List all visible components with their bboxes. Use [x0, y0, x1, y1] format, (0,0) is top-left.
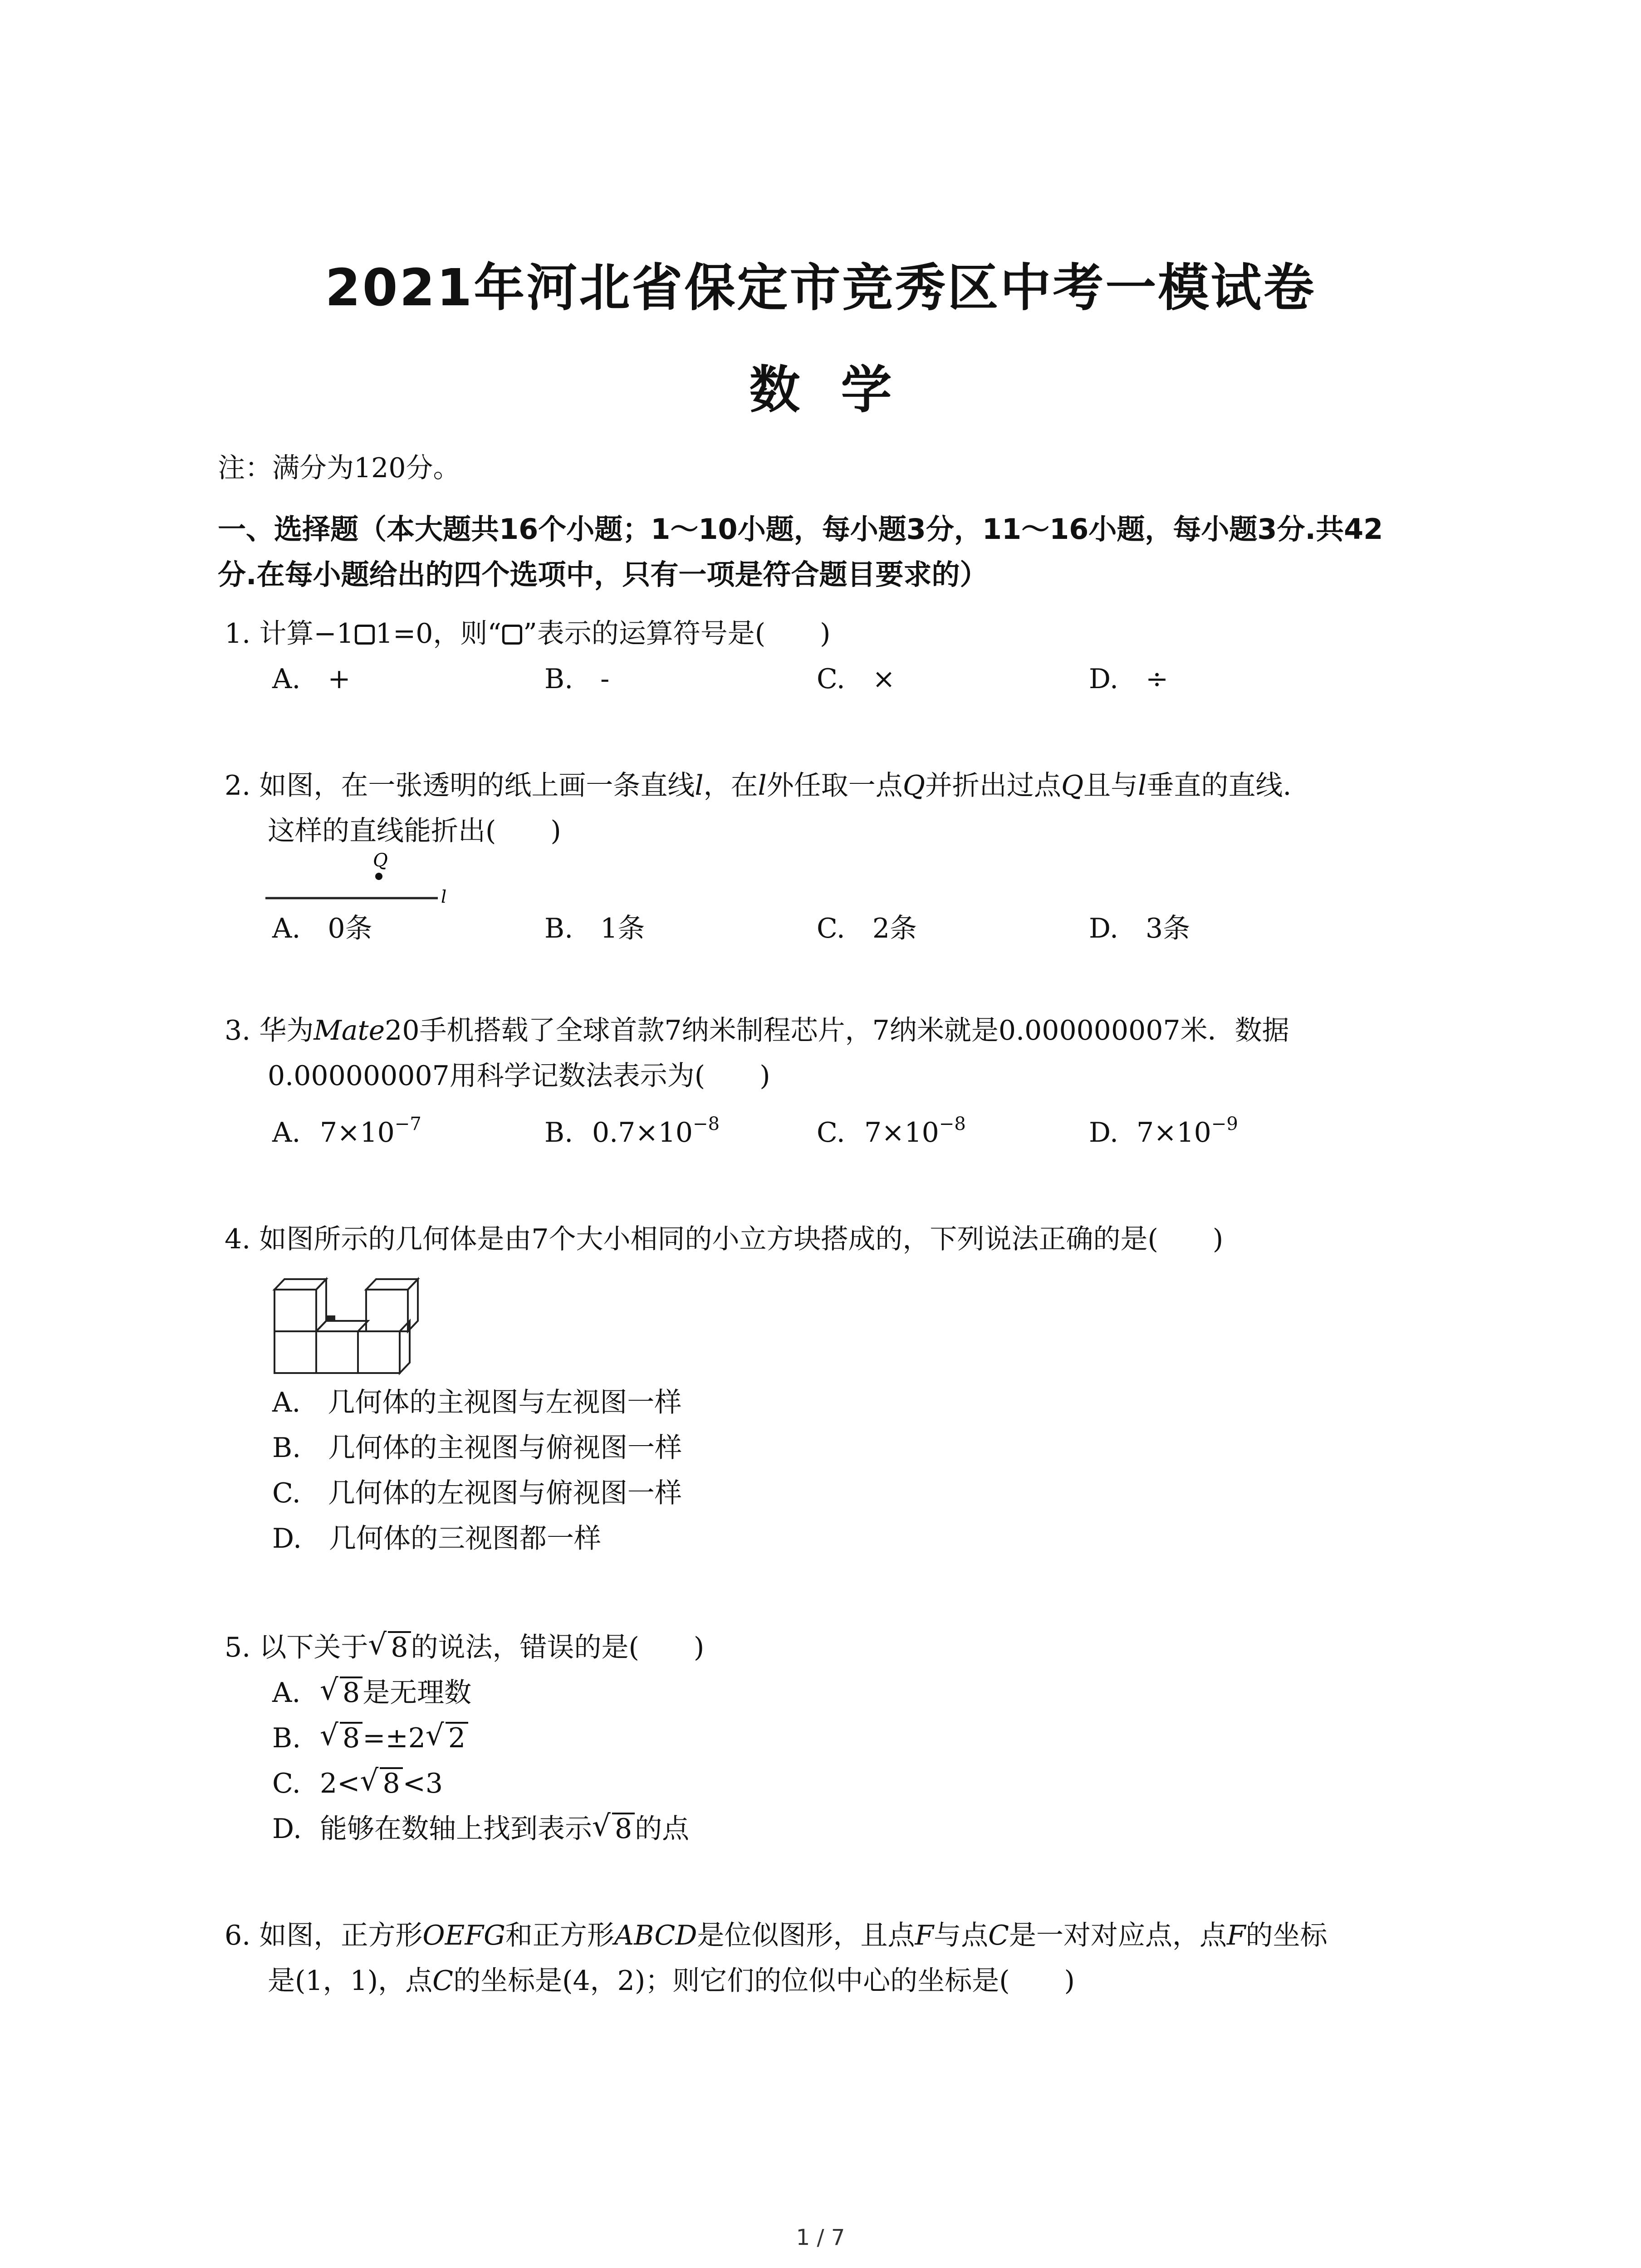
exam-title: 2021年河北省保定市竞秀区中考一模试卷 — [325, 259, 1316, 318]
q1-option-b[interactable]: B. - — [544, 663, 610, 695]
q3-option-d[interactable]: D. $7\times 10^{-9}$ — [1089, 1114, 1238, 1149]
q5-option-a[interactable]: A.√ 8 是无理数 — [272, 1674, 471, 1712]
blank-box — [502, 625, 522, 645]
q3-option-b[interactable]: B. $0.7\times 10^{-8}$ — [544, 1114, 720, 1149]
question-3-line1: 3. 华为Mate20手机搭载了全球首款7纳米制程芯片，7纳米就是0.000000007米．数据 — [225, 1015, 1289, 1046]
sqrt-symbol: √ 8 — [368, 1628, 411, 1667]
subject-title: 数学 — [749, 361, 933, 420]
question-1: 1. 计算−1 1=0，则“ ”表示的运算符号是( ) — [225, 618, 831, 650]
q2-option-b[interactable]: B. 1条 — [544, 913, 645, 944]
question-4: 4. 如图所示的几何体是由7个大小相同的小立方块搭成的，下列说法正确的是( ) — [225, 1223, 1224, 1255]
q2-figure — [263, 848, 463, 907]
point-q-label: Q — [373, 850, 388, 871]
blank-box — [355, 625, 375, 645]
q4-option-a[interactable]: A. 几何体的主视图与左视图一样 — [272, 1387, 682, 1418]
question-2-line1: 2. 如图，在一张透明的纸上画一条直线l，在l外任取一点Q并折出过点Q且与l垂直的直线. — [225, 770, 1292, 802]
q5-option-b[interactable]: B.√ 8 =±2√ 2 — [272, 1719, 468, 1757]
q1-option-a[interactable]: A. + — [272, 663, 351, 695]
score-note: 注：满分为120分。 — [218, 452, 460, 484]
q5-option-d[interactable]: D. 能够在数轴上找到表示√ 8 的点 — [272, 1810, 689, 1848]
q1-option-d[interactable]: D. ÷ — [1089, 663, 1169, 695]
q5-option-c[interactable]: C. 2<√ 8 <3 — [272, 1765, 443, 1803]
point-q — [375, 873, 382, 880]
q4-option-b[interactable]: B. 几何体的主视图与俯视图一样 — [272, 1432, 682, 1464]
line-l-label: l — [441, 887, 447, 907]
page-number: 1 / 7 — [796, 2225, 845, 2250]
section-heading-line1: 一、选择题（本大题共16个小题；1～10小题，每小题3分，11～16小题，每小题3分.共42 — [218, 513, 1383, 546]
q3-option-c[interactable]: C. $7\times 10^{-8}$ — [817, 1114, 966, 1149]
q4-option-c[interactable]: C. 几何体的左视图与俯视图一样 — [272, 1477, 682, 1509]
q4-option-d[interactable]: D. 几何体的三视图都一样 — [272, 1523, 602, 1554]
q1-option-c[interactable]: C. × — [817, 663, 896, 695]
question-6-line1: 6. 如图，正方形OEFG和正方形ABCD是位似图形，且点F与点C是一对对应点，点F的坐标 — [225, 1920, 1327, 1951]
question-5: 5. 以下关于√ 8 的说法，错误的是( ) — [225, 1628, 704, 1667]
question-6-line2: 是(1，1)，点C的坐标是(4，2)；则它们的位似中心的坐标是( ) — [268, 1965, 1075, 1997]
q2-option-c[interactable]: C. 2条 — [817, 913, 917, 944]
inner-shadow — [326, 1315, 335, 1321]
q3-option-a[interactable]: A. $7\times 10^{-7}$ — [272, 1114, 421, 1149]
section-heading-line2: 分.在每小题给出的四个选项中，只有一项是符合题目要求的） — [218, 558, 988, 591]
q4-cube-figure — [272, 1261, 436, 1379]
question-2-line2: 这样的直线能折出( ) — [268, 815, 561, 847]
q2-option-a[interactable]: A. 0条 — [272, 913, 372, 944]
q2-option-d[interactable]: D. 3条 — [1089, 913, 1190, 944]
question-3-line2: 0.000000007用科学记数法表示为( ) — [268, 1060, 770, 1092]
